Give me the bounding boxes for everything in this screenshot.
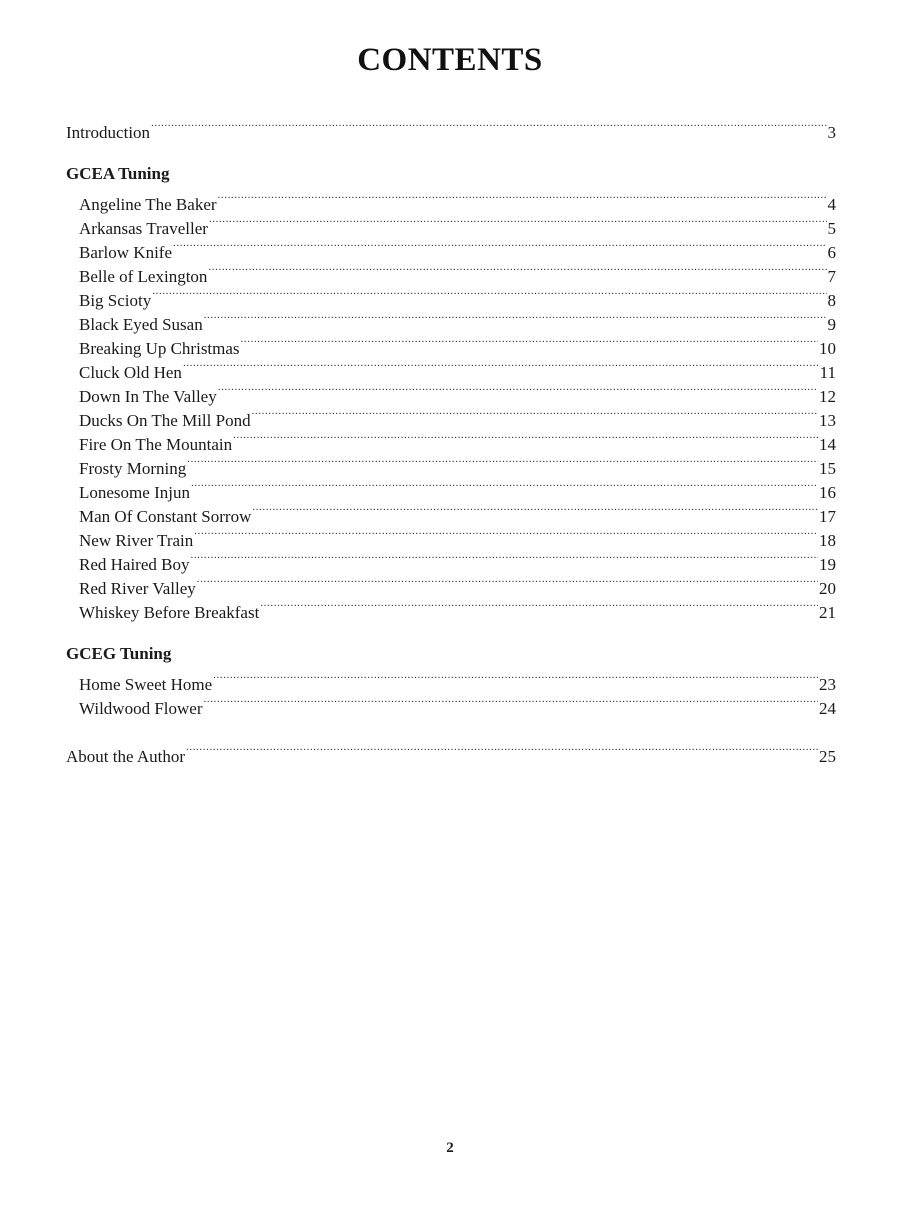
toc-entry-label: Wildwood Flower <box>79 699 203 718</box>
toc-entry-label: Whiskey Before Breakfast <box>79 603 260 622</box>
toc-entry-page: 13 <box>819 411 836 430</box>
toc-entry-introduction <box>66 114 836 142</box>
toc-entry-page: 7 <box>827 267 836 286</box>
toc-entry-label: Ducks On The Mill Pond <box>79 411 251 430</box>
toc-entry-page: 6 <box>827 243 836 262</box>
page-title: CONTENTS <box>357 42 543 78</box>
toc-entry-page: 20 <box>819 579 836 598</box>
toc-entry <box>66 282 836 310</box>
toc-entry-page: 5 <box>827 219 836 238</box>
toc-entry-label: Introduction <box>66 123 151 142</box>
toc-entry-label: Belle of Lexington <box>79 267 208 286</box>
dot-leader <box>191 474 818 498</box>
page-number: 2 <box>446 1140 454 1156</box>
dot-leader <box>233 426 818 450</box>
section-heading-gcea: GCEA Tuning <box>66 164 170 183</box>
toc-entry-page: 23 <box>819 675 836 694</box>
toc-entry-label: Lonesome Injun <box>79 483 190 502</box>
toc-entry-label: Angeline The Baker <box>79 195 217 214</box>
dot-leader <box>197 570 818 594</box>
table-of-contents <box>66 114 836 766</box>
dot-leader <box>218 378 818 402</box>
dot-leader <box>183 354 819 378</box>
toc-entry-label: Home Sweet Home <box>79 675 213 694</box>
dot-leader <box>218 186 827 210</box>
toc-entry-page: 3 <box>827 123 836 142</box>
toc-entry-label: Breaking Up Christmas <box>79 339 240 358</box>
dot-leader <box>194 522 818 546</box>
toc-entry-label: Man Of Constant Sorrow <box>79 507 252 526</box>
dot-leader <box>187 450 818 474</box>
toc-entry-label: Red River Valley <box>79 579 196 598</box>
toc-entry-label: Fire On The Mountain <box>79 435 233 454</box>
section-heading-gceg: GCEG Tuning <box>66 644 172 663</box>
dot-leader <box>260 594 818 618</box>
toc-entry-about-author <box>66 738 836 766</box>
toc-entry-label: Big Scioty <box>79 291 152 310</box>
toc-entry-page: 25 <box>819 747 836 766</box>
dot-leader <box>213 666 818 690</box>
toc-entry-page: 10 <box>819 339 836 358</box>
toc-entry <box>66 234 836 262</box>
dot-leader <box>252 402 818 426</box>
toc-entry-label: Arkansas Traveller <box>79 219 208 238</box>
toc-entry-label: Down In The Valley <box>79 387 217 406</box>
toc-entry-label: About the Author <box>66 747 185 766</box>
toc-entry-page: 15 <box>819 459 836 478</box>
toc-entry-page: 4 <box>827 195 836 214</box>
toc-entry-label: Frosty Morning <box>79 459 187 478</box>
toc-entry-page: 12 <box>819 387 836 406</box>
toc-entry-page: 21 <box>819 603 836 622</box>
dot-leader <box>173 234 826 258</box>
toc-entry-label: New River Train <box>79 531 194 550</box>
dot-leader <box>204 690 819 714</box>
toc-entry-label: Cluck Old Hen <box>79 363 182 382</box>
dot-leader <box>152 282 826 306</box>
dot-leader <box>186 738 818 762</box>
toc-entry <box>66 258 836 286</box>
dot-leader <box>209 210 827 234</box>
toc-entry-label: Black Eyed Susan <box>79 315 203 334</box>
toc-entry <box>66 306 836 334</box>
toc-entry-page: 11 <box>819 363 836 382</box>
dot-leader <box>190 546 818 570</box>
toc-entry-page: 16 <box>819 483 836 502</box>
toc-entry-page: 18 <box>819 531 836 550</box>
section-list-gceg <box>66 666 836 718</box>
toc-entry-page: 19 <box>819 555 836 574</box>
spacer <box>66 138 836 162</box>
dot-leader <box>252 498 818 522</box>
dot-leader <box>241 330 818 354</box>
toc-entry <box>66 666 836 694</box>
dot-leader <box>204 306 827 330</box>
toc-entry-label: Red Haired Boy <box>79 555 190 574</box>
toc-entry-page: 8 <box>827 291 836 310</box>
toc-entry <box>66 186 836 214</box>
dot-leader <box>208 258 826 282</box>
toc-entry-page: 24 <box>819 699 836 718</box>
toc-entry-page: 17 <box>819 507 836 526</box>
dot-leader <box>151 114 826 138</box>
toc-entry-page: 14 <box>819 435 836 454</box>
section-list-gcea <box>66 186 836 622</box>
toc-entry-label: Barlow Knife <box>79 243 173 262</box>
toc-entry-page: 9 <box>827 315 836 334</box>
